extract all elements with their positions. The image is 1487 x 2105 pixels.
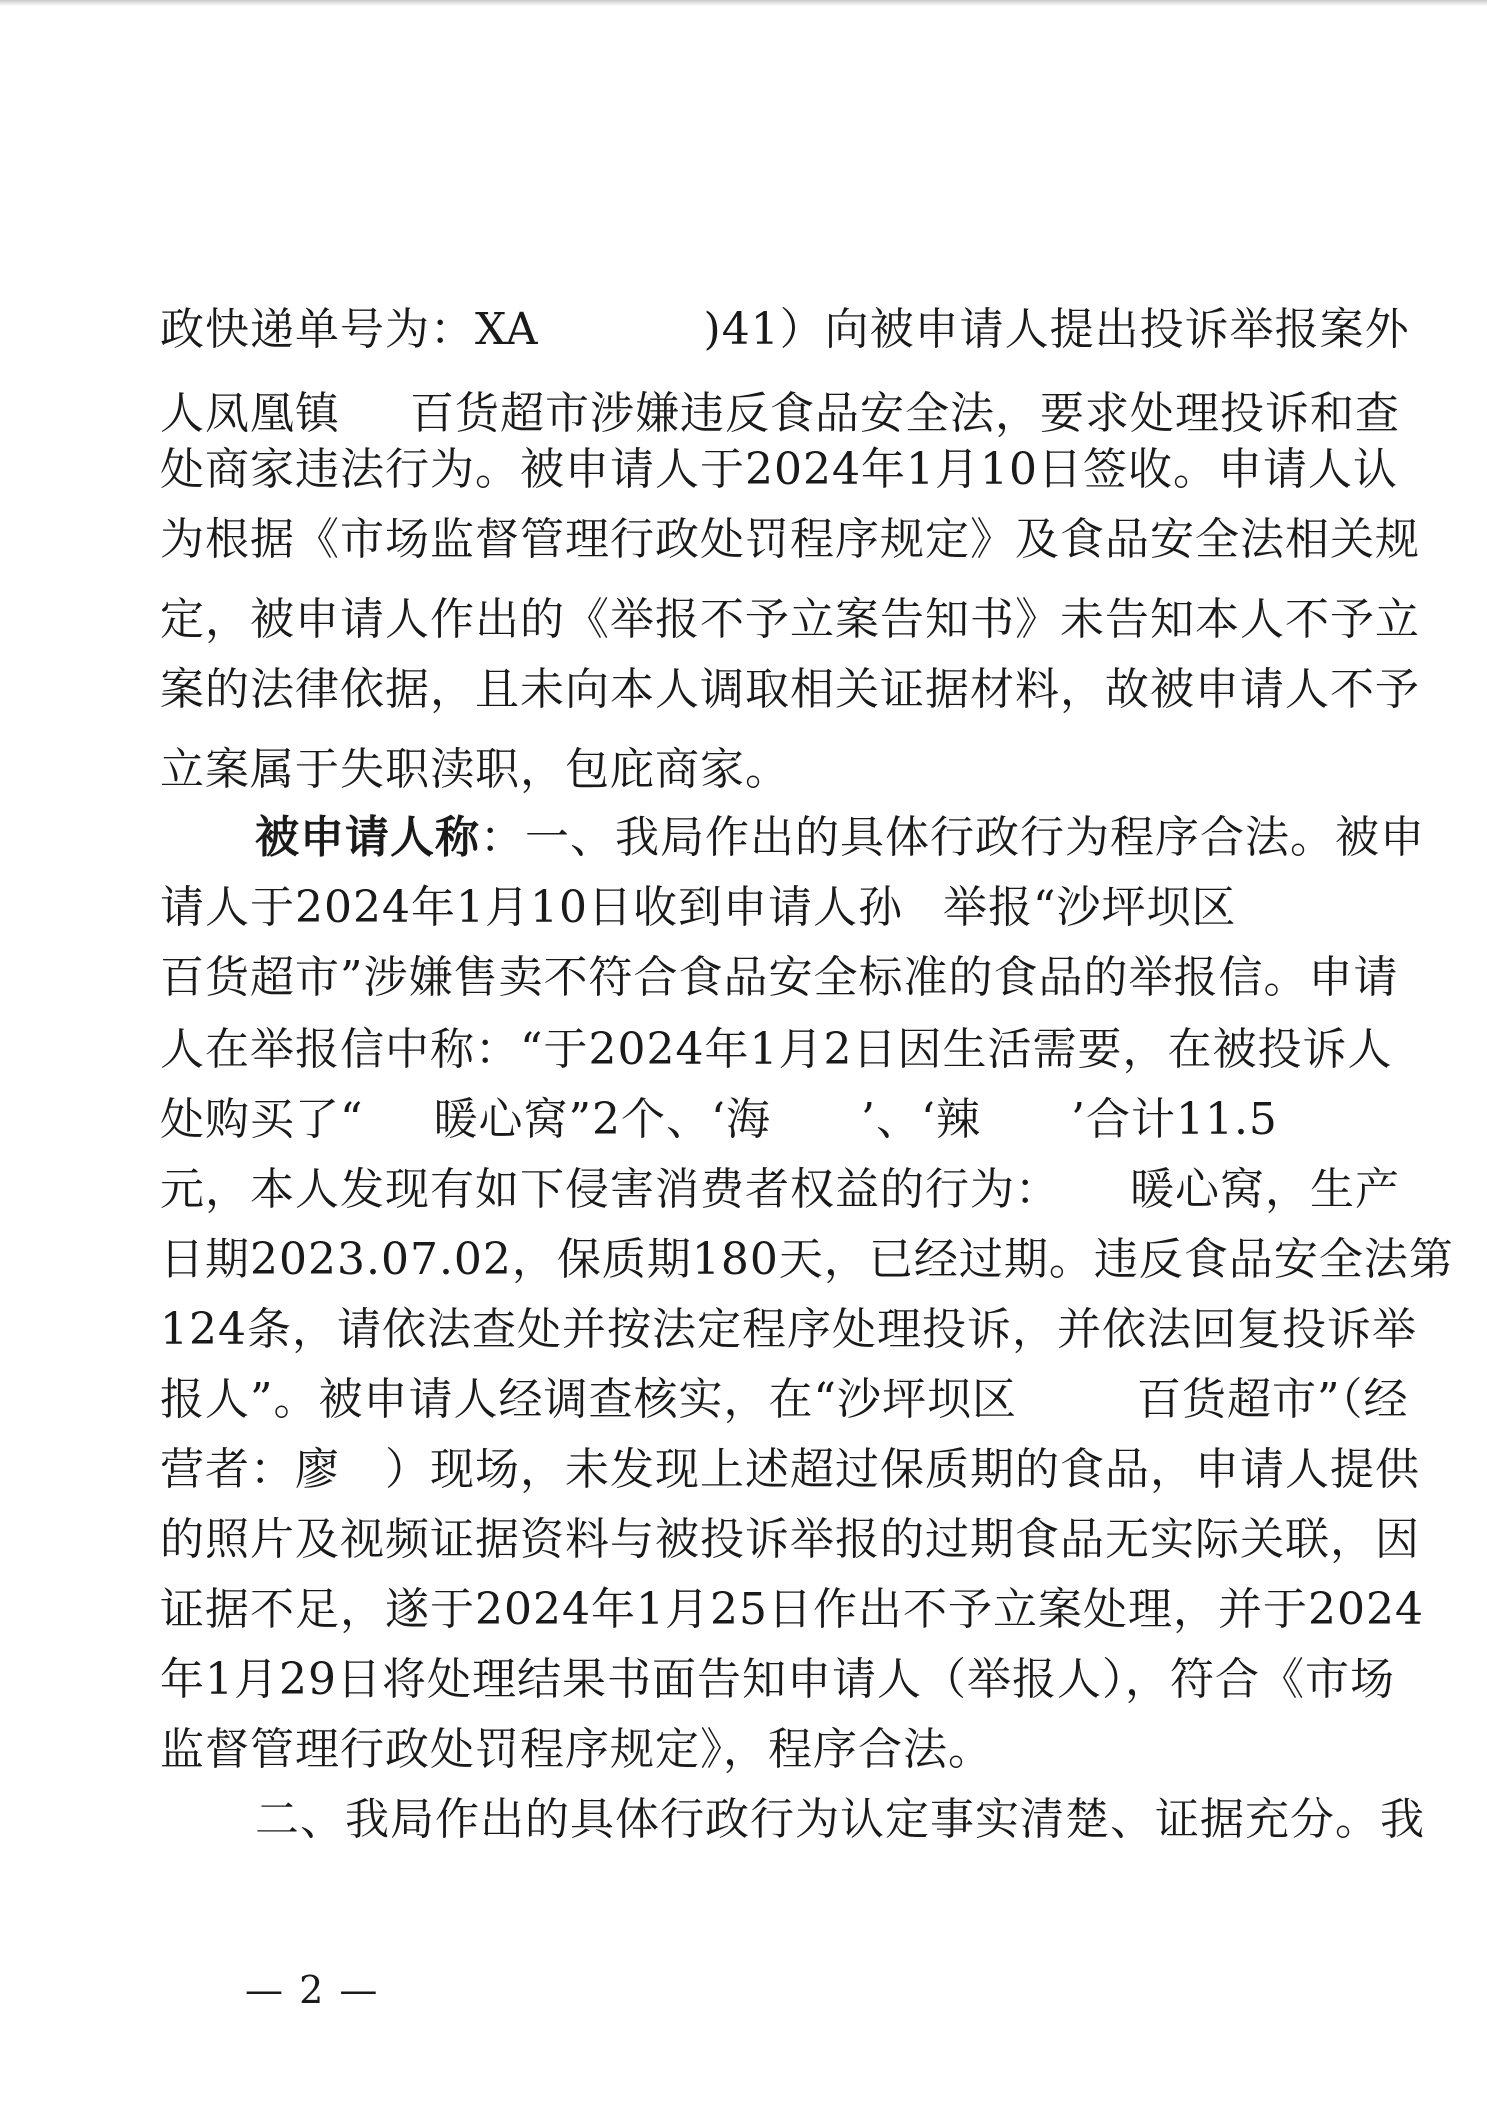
line-10-part-a: 百货超市”涉嫌售卖不符合食品安全标准的食品的举报信。申请 xyxy=(160,952,1399,1003)
line-1-part-a: 政快递单号为：XA xyxy=(160,304,539,355)
line-17-part-b: ）现场，未发现上述超过保质期的食品，申请人提供 xyxy=(385,1444,1420,1495)
line-9-part-b: 举报“沙坪坝区 xyxy=(942,882,1237,933)
line-9-part-a: 请人于2024年1月10日收到申请人孙 xyxy=(160,882,903,933)
text-line-1 xyxy=(160,300,1410,360)
text-line-16 xyxy=(160,1370,1409,1430)
line-2-part-a: 人凤凰镇 xyxy=(160,388,340,439)
page-number: — 2 — xyxy=(245,1968,380,2012)
text-line-8 xyxy=(255,808,1425,868)
line-12-part-a: 处购买了“ xyxy=(160,1094,364,1145)
text-line-21 xyxy=(160,1720,1320,1780)
line-11-part-a: 人在举报信中称：“于2024年1月2日因生活需要，在被投诉人 xyxy=(160,1024,1393,1075)
line-4-part-a: 为根据《市场监督管理行政处罚程序规定》及食品安全法相关规 xyxy=(160,514,1420,565)
text-line-12 xyxy=(160,1090,1320,1150)
line-17-part-a: 营者：廖 xyxy=(160,1444,340,1495)
line-16-part-a: 报人”。被申请人经调查核实，在“沙坪坝区 xyxy=(160,1374,1017,1425)
line-21-part-a: 监督管理行政处罚程序规定》，程序合法。 xyxy=(160,1724,993,1775)
text-line-5 xyxy=(160,590,1420,650)
text-line-7 xyxy=(160,740,1320,800)
text-line-17 xyxy=(160,1440,1420,1500)
line-19-part-a: 证据不足，遂于2024年1月25日作出不予立案处理，并于2024 xyxy=(160,1584,1424,1635)
text-line-18 xyxy=(160,1510,1420,1570)
text-line-9 xyxy=(160,878,1320,938)
line-18-part-a: 的照片及视频证据资料与被投诉举报的过期食品无实际关联，因 xyxy=(160,1514,1420,1565)
text-line-22 xyxy=(255,1790,1425,1850)
line-22-part-a: 二、我局作出的具体行政行为认定事实清楚、证据充分。我 xyxy=(255,1794,1425,1845)
text-line-19 xyxy=(160,1580,1424,1640)
text-line-11 xyxy=(160,1020,1393,1080)
line-6-part-a: 案的法律依据，且未向本人调取相关证据材料，故被申请人不予 xyxy=(160,664,1420,715)
line-5-part-a: 定，被申请人作出的《举报不予立案告知书》未告知本人不予立 xyxy=(160,594,1420,645)
line-12-part-b: 暖心窝”2个、‘海 xyxy=(433,1094,771,1145)
section-heading-respondent: 被申请人称 xyxy=(255,812,480,863)
text-line-3 xyxy=(160,440,1398,500)
text-line-6 xyxy=(160,660,1420,720)
line-13-part-b: 暖心窝，生产 xyxy=(1130,1164,1400,1215)
line-12-part-d: ’合计11.5 xyxy=(1070,1094,1278,1145)
line-7-part-a: 立案属于失职渎职，包庇商家。 xyxy=(160,744,790,795)
line-12-part-c: ’、‘辣 xyxy=(860,1094,981,1145)
text-line-15 xyxy=(160,1300,1417,1360)
text-line-14 xyxy=(160,1230,1454,1290)
line-16-part-b: 百货超市”（经 xyxy=(1137,1374,1409,1425)
text-line-20 xyxy=(160,1650,1395,1710)
line-15-part-a: 124条，请依法查处并按法定程序处理投诉，并依法回复投诉举 xyxy=(160,1304,1417,1355)
line-8-part-a: ：一、我局作出的具体行政行为程序合法。被申 xyxy=(480,812,1425,863)
text-line-10 xyxy=(160,948,1399,1008)
line-20-part-a: 年1月29日将处理结果书面告知申请人（举报人），符合《市场 xyxy=(160,1654,1395,1705)
text-line-2 xyxy=(160,384,1400,444)
text-line-4 xyxy=(160,510,1420,570)
text-line-13 xyxy=(160,1160,1400,1220)
line-1-part-b: )41）向被申请人提出投诉举报案外 xyxy=(703,304,1410,355)
line-2-part-b: 百货超市涉嫌违反食品安全法，要求处理投诉和查 xyxy=(410,388,1400,439)
line-13-part-a: 元，本人发现有如下侵害消费者权益的行为： xyxy=(160,1164,1060,1215)
line-14-part-a: 日期2023.07.02，保质期180天，已经过期。违反食品安全法第 xyxy=(160,1234,1454,1285)
line-3-part-a: 处商家违法行为。被申请人于2024年1月10日签收。申请人认 xyxy=(160,444,1398,495)
